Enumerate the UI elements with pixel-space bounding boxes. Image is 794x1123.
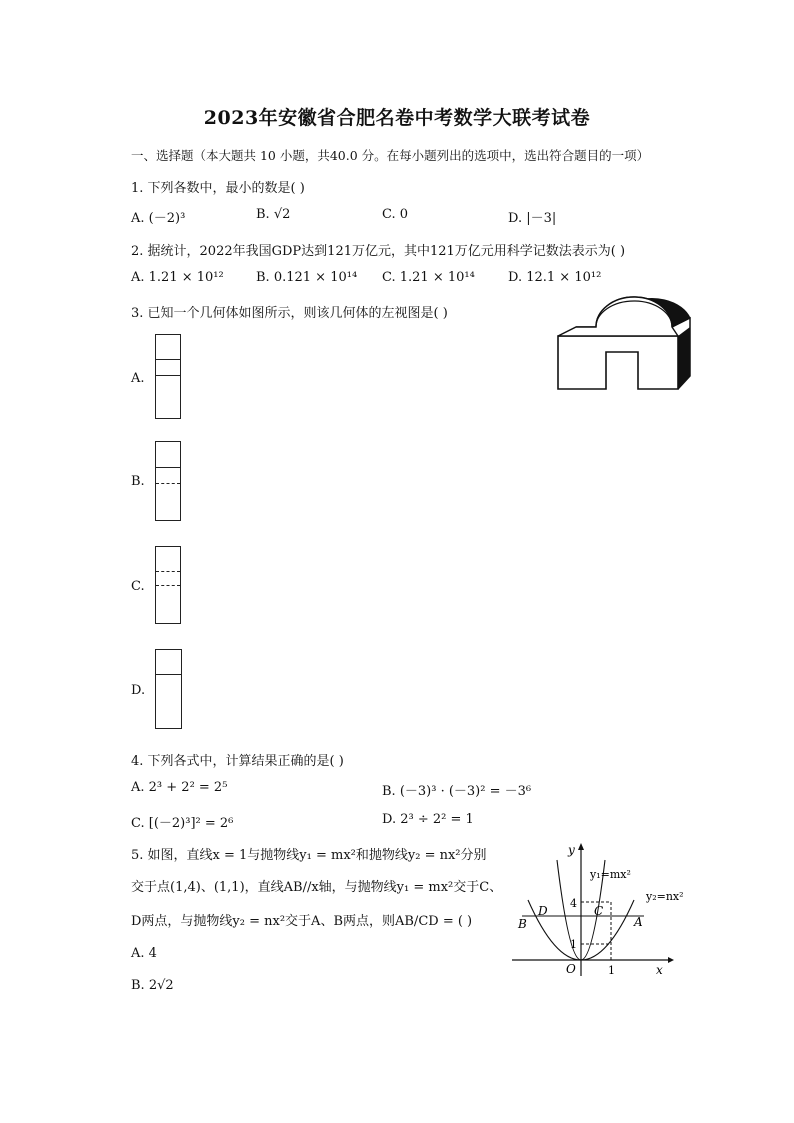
graph-y2-label: y₂=nx² xyxy=(646,890,684,903)
q3-option-d-label[interactable]: D. xyxy=(131,683,146,698)
q4-option-d[interactable]: D. 2³ ÷ 2² = 1 xyxy=(382,812,474,827)
page-title: 2023年安徽省合肥名卷中考数学大联考试卷 xyxy=(203,107,591,129)
q4-option-b[interactable]: B. (－3)³ · (－3)² = －3⁶ xyxy=(382,784,532,799)
graph-point-c: C xyxy=(594,904,604,918)
graph-tick-4: 4 xyxy=(570,897,577,910)
q3-option-c-label[interactable]: C. xyxy=(131,579,145,594)
q1-option-b[interactable]: B. √2 xyxy=(256,207,291,222)
parabola-graph xyxy=(508,840,698,980)
q5-option-a[interactable]: A. 4 xyxy=(131,946,157,961)
graph-point-a: A xyxy=(634,915,643,929)
question-4-stem: 4. 下列各式中，计算结果正确的是( ) xyxy=(131,754,344,769)
q2-option-c[interactable]: C. 1.21 × 10¹⁴ xyxy=(382,270,475,285)
solid-figure xyxy=(556,300,692,392)
q3-option-d-view[interactable] xyxy=(155,649,182,729)
q2-option-d[interactable]: D. 12.1 × 10¹² xyxy=(508,270,602,285)
graph-point-d: D xyxy=(538,904,548,918)
q4-option-c[interactable]: C. [(－2)³]² = 2⁶ xyxy=(131,816,234,831)
graph-origin-label: O xyxy=(566,962,576,976)
q3-option-c-view[interactable] xyxy=(155,546,181,624)
q1-option-d[interactable]: D. |－3| xyxy=(508,211,557,226)
q1-option-c[interactable]: C. 0 xyxy=(382,207,409,222)
q3-option-a-label[interactable]: A. xyxy=(131,371,145,386)
graph-y-axis-label: y xyxy=(568,843,575,857)
question-3-stem: 3. 已知一个几何体如图所示，则该几何体的左视图是( ) xyxy=(131,306,448,321)
graph-y1-label: y₁=mx² xyxy=(590,868,631,881)
section-heading: 一、选择题（本大题共 10 小题，共40.0 分。在每小题列出的选项中，选出符合题目的一项） xyxy=(131,148,650,163)
question-5-line-2: 交于点(1,4)、(1,1)，直线AB//x轴，与抛物线y₁ = mx²交于C、 xyxy=(131,880,503,895)
q3-option-b-view[interactable] xyxy=(155,441,181,521)
q2-option-a[interactable]: A. 1.21 × 10¹² xyxy=(131,270,224,285)
q3-option-b-label[interactable]: B. xyxy=(131,474,145,489)
graph-tick-1-y: 1 xyxy=(570,938,577,951)
question-2-stem: 2. 据统计，2022年我国GDP达到121万亿元，其中121万亿元用科学记数法表示为( ) xyxy=(131,244,626,259)
question-5-line-3: D两点，与抛物线y₂ = nx²交于A、B两点，则AB/CD = ( ) xyxy=(131,914,473,929)
q2-option-b[interactable]: B. 0.121 × 10¹⁴ xyxy=(256,270,358,285)
question-5-line-1: 5. 如图，直线x = 1与抛物线y₁ = mx²和抛物线y₂ = nx²分别 xyxy=(131,848,487,863)
q3-option-a-view[interactable] xyxy=(155,334,181,419)
q1-option-a[interactable]: A. (－2)³ xyxy=(131,211,186,226)
q5-option-b[interactable]: B. 2√2 xyxy=(131,978,174,993)
graph-tick-1-x: 1 xyxy=(608,964,615,977)
question-1-stem: 1. 下列各数中，最小的数是( ) xyxy=(131,181,305,196)
graph-point-b: B xyxy=(518,917,527,931)
q4-option-a[interactable]: A. 2³ + 2² = 2⁵ xyxy=(131,780,228,795)
graph-x-axis-label: x xyxy=(656,963,663,977)
